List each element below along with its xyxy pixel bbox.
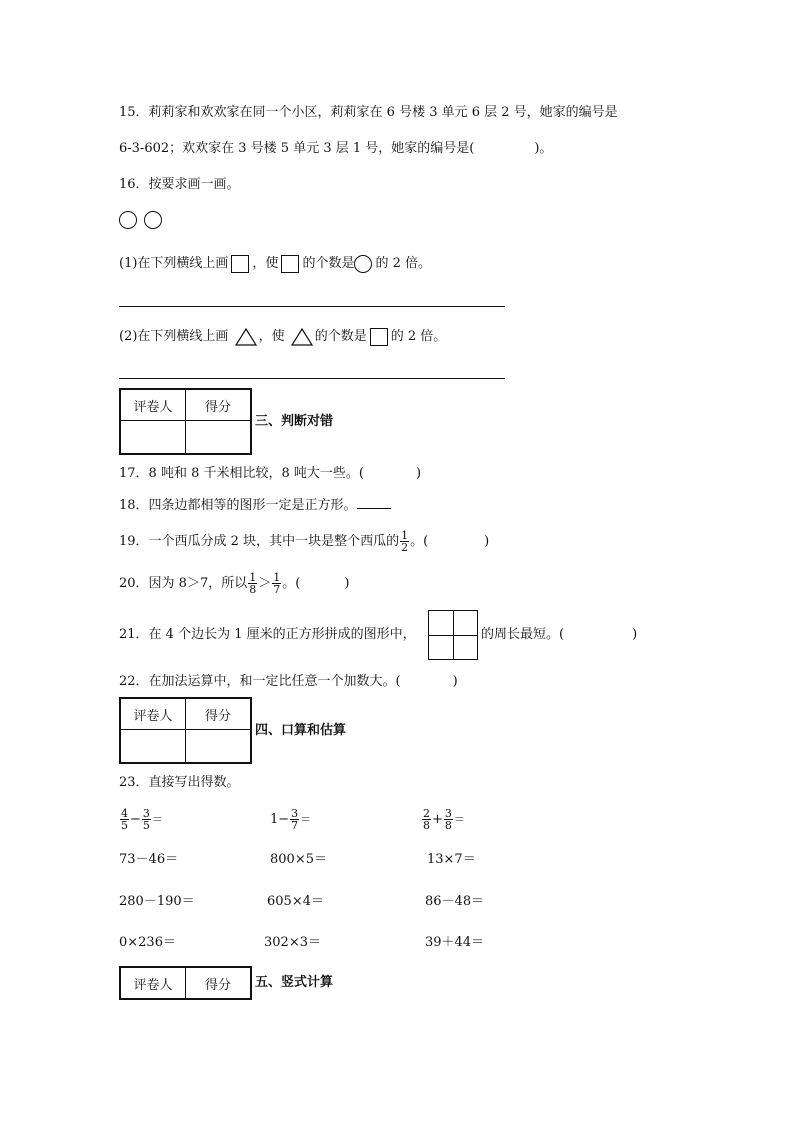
q20-close: ) (344, 576, 350, 591)
reviewer-label: 评卷人 (120, 698, 186, 730)
q23-item: 0×236＝ (119, 935, 176, 950)
fraction-denominator: 5 (142, 819, 150, 832)
q23-item: 13×7＝ (427, 852, 476, 867)
fraction-numerator: 4 (121, 807, 128, 820)
q18-answer-blank[interactable] (357, 496, 391, 509)
fraction-denominator: 7 (291, 819, 299, 832)
q15-line2-text: 6-3-602；欢欢家在 3 号楼 5 单元 3 层 1 号，她家的编号是( (119, 141, 475, 156)
q19-text-b: 。( (410, 534, 429, 549)
fraction-denominator: 7 (273, 583, 281, 596)
equals: ＝ (151, 813, 163, 826)
q21-text-b: 的周长最短。( (481, 627, 565, 642)
fraction-denominator: 2 (401, 541, 409, 554)
q16-p1-text-b: ，使 (252, 256, 279, 271)
score-label: 得分 (186, 967, 252, 999)
q23-item: 86－48＝ (425, 894, 485, 909)
circle-shape-icon (354, 255, 372, 273)
q17-close: ) (415, 466, 422, 481)
q15-line2 (119, 140, 552, 158)
q17 (119, 465, 421, 483)
q17-text: 17．8 吨和 8 千米相比较，8 吨大一些。( (119, 466, 364, 481)
circle-shape-icon (144, 211, 162, 229)
q21-tail (481, 626, 637, 644)
q23-title: 23．直接写出得数。 (119, 775, 240, 790)
q15-line1: 15．莉莉家和欢欢家在同一个小区，莉莉家在 6 号楼 3 单元 6 层 2 号，她家的编号是 (119, 105, 618, 120)
triangle-shape-icon (235, 328, 257, 346)
reviewer-label: 评卷人 (120, 967, 186, 999)
q16-p2-text-c: 的个数是 (314, 329, 367, 344)
score-box (119, 697, 252, 764)
q16-part2 (119, 326, 446, 348)
fraction-denominator: 8 (423, 819, 430, 832)
q16-circles (119, 211, 162, 230)
score-box (119, 388, 252, 455)
q16-part1 (119, 253, 431, 275)
reviewer-cell[interactable] (120, 421, 186, 455)
q23-item: 302×3＝ (264, 935, 321, 950)
reviewer-cell[interactable] (120, 730, 186, 764)
fraction (248, 572, 257, 595)
q18-text: 18．四条边都相等的图形一定是正方形。 (119, 498, 357, 513)
fraction (120, 808, 129, 831)
q22-text: 22．在加法运算中，和一定比任意一个加数大。( (119, 674, 401, 689)
section-title: 四、口算和估算 (255, 723, 347, 738)
operator: 1− (270, 812, 290, 827)
fraction (290, 808, 299, 831)
q19-close: ) (484, 534, 490, 549)
fraction-numerator: 1 (249, 571, 257, 584)
q16-p1-text-a: (1)在下列横线上画 (119, 256, 229, 271)
section-title: 五、竖式计算 (255, 975, 334, 990)
fraction-numerator: 2 (423, 807, 430, 820)
triangle-shape-icon (291, 328, 313, 346)
q16-p2-text-d: 的 2 倍。 (390, 329, 447, 344)
fraction (422, 808, 431, 831)
score-cell[interactable] (186, 421, 252, 455)
score-box (119, 966, 252, 1000)
q20 (119, 570, 349, 598)
q19 (119, 528, 489, 556)
q18 (119, 496, 391, 515)
q23-item: 605×4＝ (267, 894, 324, 909)
q23-item: 800×5＝ (270, 852, 327, 867)
q19-text: 19．一个西瓜分成 2 块，其中一块是整个西瓜的 (119, 534, 400, 549)
q16-p1-text-d: 的 2 倍。 (375, 256, 431, 271)
q23-item: 73－46＝ (119, 852, 179, 867)
fraction-denominator: 8 (444, 819, 452, 832)
q20-text-b: 。( (282, 576, 301, 591)
fraction (272, 572, 281, 595)
four-square-grid-figure (428, 610, 478, 660)
equals: ＝ (453, 813, 465, 826)
fraction-numerator: 3 (444, 807, 452, 820)
fraction-numerator: 3 (291, 807, 299, 820)
q21-text-a: 21．在 4 个边长为 1 厘米的正方形拼成的图形中， (119, 627, 416, 642)
q23-item: 280－190＝ (119, 894, 195, 909)
q16-drawing-line-1[interactable] (119, 306, 505, 307)
score-label: 得分 (186, 698, 252, 730)
fraction-numerator: 1 (273, 571, 281, 584)
square-shape-icon (231, 255, 249, 273)
circle-shape-icon (119, 211, 137, 229)
q16-title: 16．按要求画一画。 (119, 177, 240, 192)
square-shape-icon (281, 255, 299, 273)
section-title: 三、判断对错 (255, 414, 334, 429)
q22-close: ) (452, 674, 458, 689)
square-shape-icon (370, 328, 388, 346)
operator: + (432, 812, 443, 827)
fraction-denominator: 8 (249, 583, 257, 596)
q15-line2-close: )。 (534, 141, 553, 156)
q16-drawing-line-2[interactable] (119, 378, 505, 379)
q20-text: 20．因为 8＞7，所以 (119, 576, 248, 591)
fraction (142, 808, 151, 831)
q23-item (119, 806, 163, 834)
reviewer-label: 评卷人 (120, 389, 186, 421)
q16-p1-text-c: 的个数是 (302, 256, 355, 271)
score-label: 得分 (186, 389, 252, 421)
greater-than: ＞ (258, 576, 272, 591)
q23-item (421, 806, 465, 834)
fraction-numerator: 1 (401, 529, 409, 542)
q23-item (270, 806, 311, 834)
fraction-numerator: 3 (142, 807, 150, 820)
fraction-denominator: 5 (121, 819, 128, 832)
equals: ＝ (300, 813, 312, 826)
operator: − (130, 812, 141, 827)
q22 (119, 673, 458, 691)
q21-close: ) (632, 627, 638, 642)
fraction (444, 808, 453, 831)
score-cell[interactable] (186, 730, 252, 764)
q16-p2-text-a: (2)在下列横线上画 (119, 329, 229, 344)
fraction (400, 530, 409, 553)
q23-item: 39＋44＝ (425, 935, 485, 950)
q16-p2-text-b: ，使 (258, 329, 285, 344)
